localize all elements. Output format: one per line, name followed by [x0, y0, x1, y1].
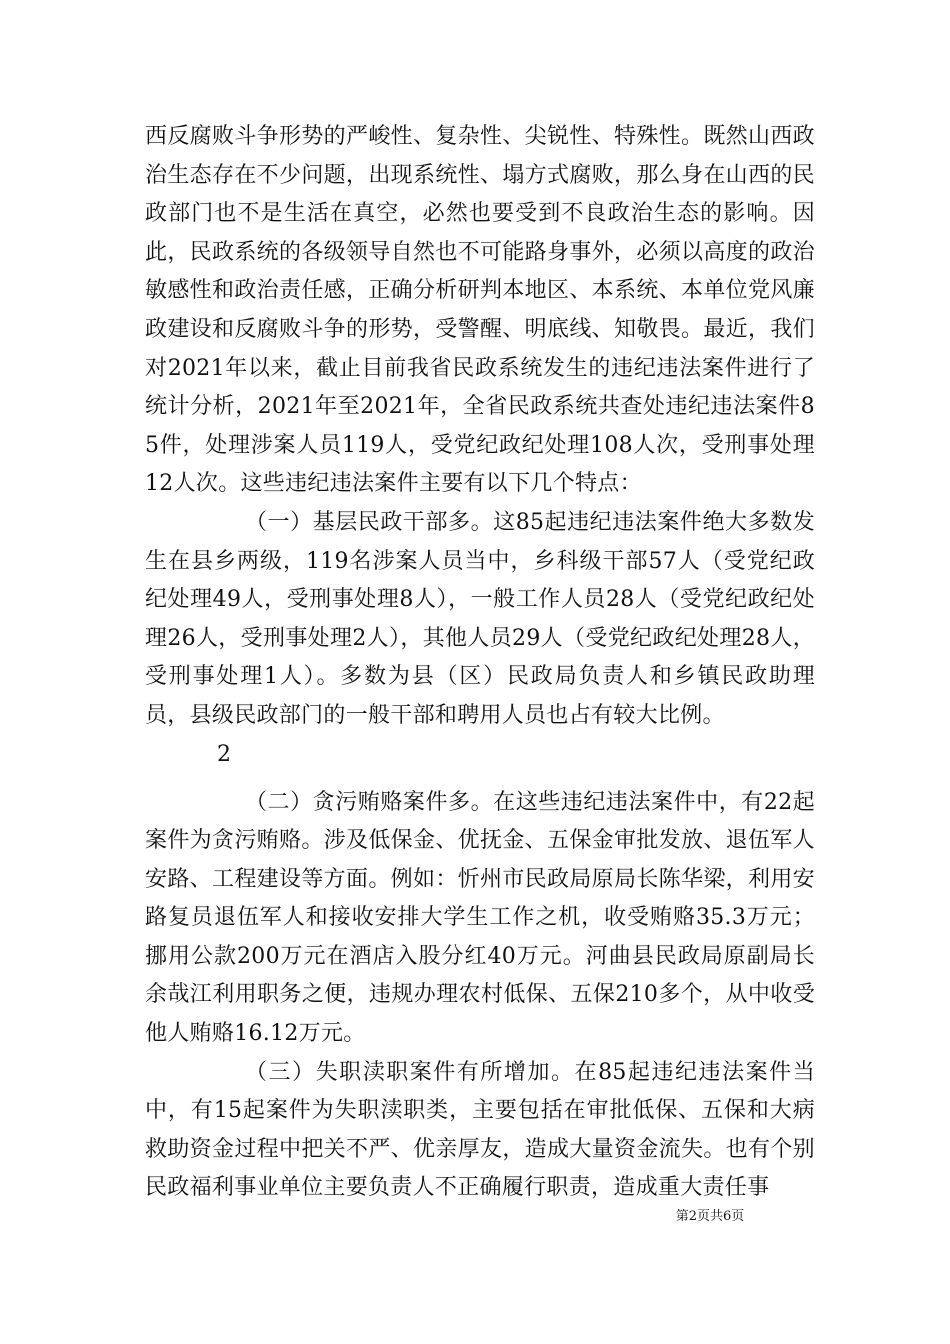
paragraph-continuation: 西反腐败斗争形势的严峻性、复杂性、尖锐性、特殊性。既然山西政治生态存在不少问题，出现系统性、塌方式腐败，那么身在山西的民政部门也不是生活在真空，必然也要受到不良政治生态的影响。因此，民政系统的各级领导自然也不可能路身事外，必须以高度的政治敏感性和政治责任感，正确分析研判本地区、本系统、本单位党风廉政建设和反腐败斗争的形势，受警醒、明底线、知敬畏。最近，我们对2021年以来，截止目前我省民政系统发生的违纪违法案件进行了统计分析，2021年至2021年，全省民政系统共查处违纪违法案件85件，处理涉案人员119人，受党纪政纪处理108人次，受刑事处理12人次。这些违纪违法案件主要有以下几个特点： [145, 124, 815, 497]
paragraph-section-three: （三）失职渎职案件有所增加。在85起违纪违法案件当中，有15起案件为失职渎职类，主要包括在审批低保、五保和大病救助资金过程中把关不严、优亲厚友，造成大量资金流失。也有个别民政福利事业单位主要负责人不正确履行职责，造成重大责任事 [145, 1059, 815, 1201]
inline-page-number: 2 [217, 741, 231, 767]
page-footer [0, 1205, 950, 1224]
document-body [145, 118, 815, 1208]
paragraph-section-two: （二）贪污贿赂案件多。在这些违纪违法案件中，有22起案件为贪污贿赂。涉及低保金、优抚金、五保金审批发放、退伍军人安路、工程建设等方面。例如：忻州市民政局原局长陈华梁，利用安路复员退伍军人和接收安排大学生工作之机，收受贿赂35.3万元；挪用公款200万元在酒店入股分红40万元。河曲县民政局原副局长余哉江利用职务之便，违规办理农村低保、五保210多个，从中收受他人贿赂16.12万元。 [145, 789, 815, 1047]
paragraph-section-one: （一）基层民政干部多。这85起违纪违法案件绝大多数发生在县乡两级，119名涉案人员当中，乡科级干部57人（受党纪政纪处理49人，受刑事处理8人），一般工作人员28人（受党纪政纪处理26人，受刑事处理2人），其他人员29人（受党纪政纪处理28人，受刑事处理1人）。多数为县（区）民政局负责人和乡镇民政助理员，县级民政部门的一般干部和聘用人员也占有较大比例。 [145, 509, 815, 728]
footer-page-count: 第2页共6页 [675, 1209, 745, 1224]
